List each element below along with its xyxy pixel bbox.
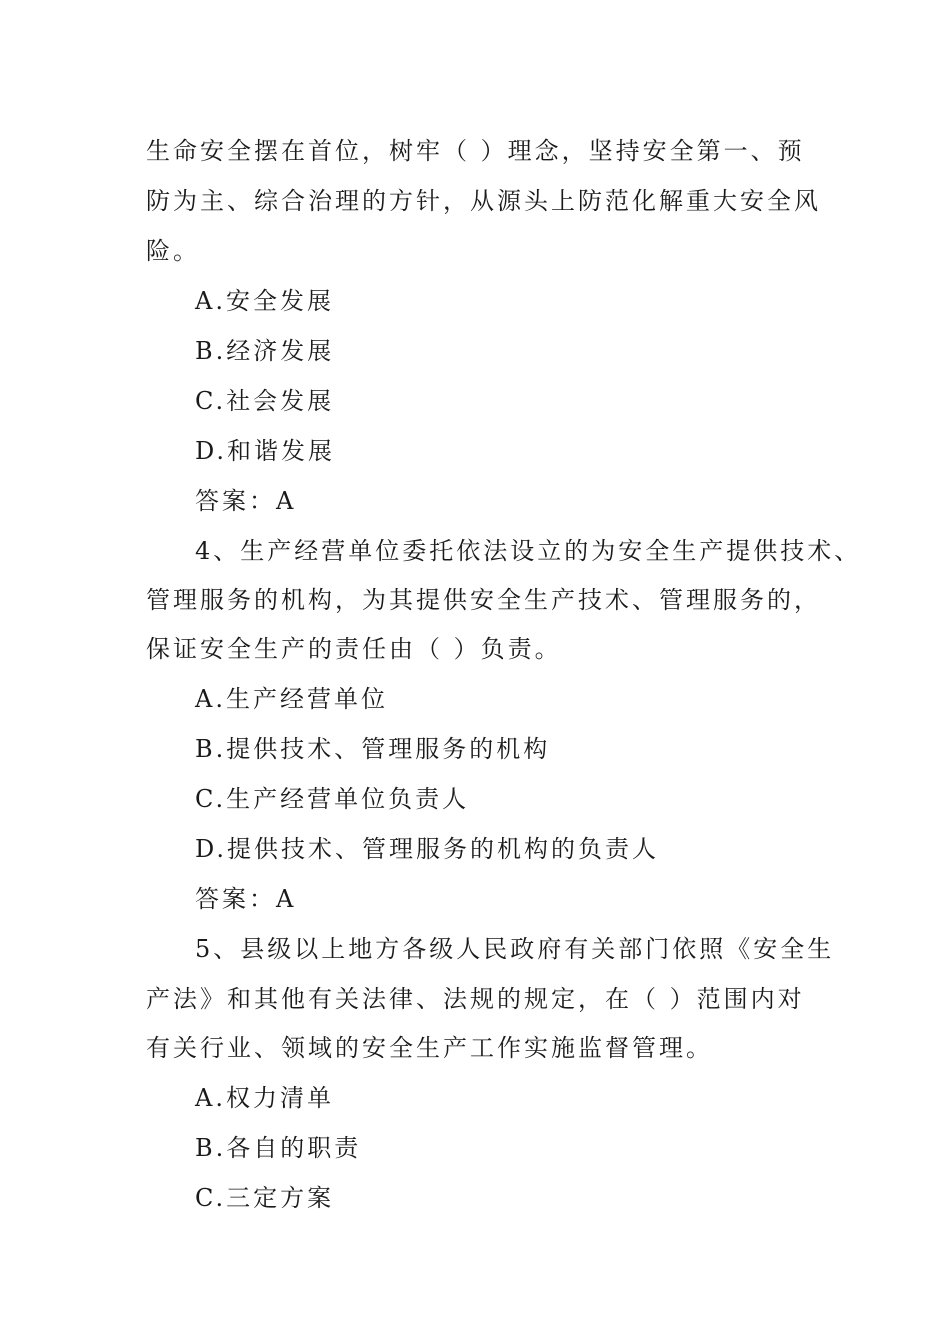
q3-stem-line-3: 险。 — [146, 237, 200, 265]
q4-option-c: C.生产经营单位负责人 — [195, 785, 470, 813]
q4-option-b: B.提供技术、管理服务的机构 — [195, 735, 551, 763]
q4-stem-line-1: 4、生产经营单位委托依法设立的为安全生产提供技术、 — [195, 537, 862, 565]
q4-option-a: A.生产经营单位 — [195, 685, 388, 713]
q5-stem-line-2: 产法》和其他有关法律、法规的规定，在（ ）范围内对 — [146, 985, 805, 1013]
q4-answer: 答案：A — [195, 885, 297, 913]
q4-stem-line-2: 管理服务的机构，为其提供安全生产技术、管理服务的， — [146, 586, 821, 614]
q5-stem-line-3: 有关行业、领域的安全生产工作实施监督管理。 — [146, 1034, 713, 1062]
q5-stem-line-1: 5、县级以上地方各级人民政府有关部门依照《安全生 — [195, 935, 835, 963]
q3-option-a: A.安全发展 — [195, 287, 334, 315]
q4-stem-line-3: 保证安全生产的责任由（ ）负责。 — [146, 635, 562, 663]
q5-option-a: A.权力清单 — [195, 1084, 334, 1112]
q5-option-b: B.各自的职责 — [195, 1134, 362, 1162]
q3-stem-line-1: 生命安全摆在首位，树牢（ ）理念，坚持安全第一、预 — [146, 137, 805, 165]
q3-option-c: C.社会发展 — [195, 387, 335, 415]
q3-option-b: B.经济发展 — [195, 337, 335, 365]
q3-answer: 答案：A — [195, 487, 297, 515]
q3-stem-line-2: 防为主、综合治理的方针，从源头上防范化解重大安全风 — [146, 187, 821, 215]
q3-option-d: D.和谐发展 — [195, 437, 336, 465]
q4-option-d: D.提供技术、管理服务的机构的负责人 — [195, 835, 660, 863]
q5-option-c: C.三定方案 — [195, 1184, 335, 1212]
